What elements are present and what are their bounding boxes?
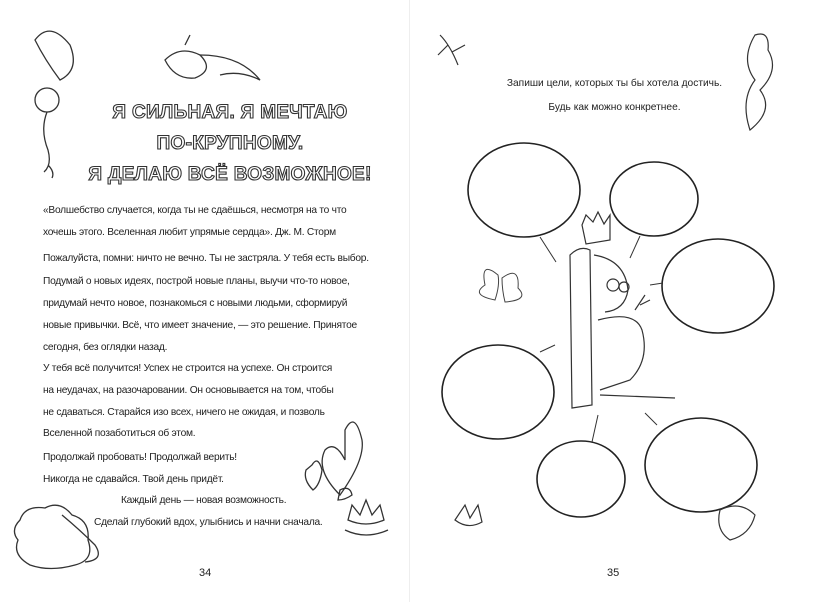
butterfly-illustration [479, 269, 522, 302]
goal-bubble [442, 345, 554, 439]
page-title [55, 97, 405, 190]
closing-line: Каждый день — новая возможность. [121, 495, 287, 506]
paragraph-line: Продолжай пробовать! Продолжай верить! [43, 452, 237, 463]
right-page [410, 0, 819, 602]
title-line: Я СИЛЬНАЯ. Я МЕЧТАЮ [112, 102, 348, 123]
paragraph-line: Никогда не сдавайся. Твой день придёт. [43, 474, 224, 485]
paragraph-line: сегодня, без оглядки назад. [43, 342, 168, 353]
paragraph-line: Пожалуйста, помни: ничто не вечно. Ты не застряла. У тебя есть выбор. [43, 253, 369, 264]
quote-line: «Волшебство случается, когда ты не сдаёшься, несмотря на то что [43, 205, 347, 216]
connector-lines [540, 236, 663, 442]
page-number: 35 [607, 567, 620, 579]
goal-bubble [645, 418, 757, 512]
princess-illustration [570, 212, 675, 408]
closing-line: Сделай глубокий вдох, улыбнись и начни сначала. [94, 517, 323, 528]
title-line: ПО-КРУПНОМУ. [156, 133, 304, 154]
instruction-line: Будь как можно конкретнее. [548, 102, 681, 113]
hearts-illustration [305, 422, 362, 500]
paragraph-line: на неудачах, на разочаровании. Он основывается на том, чтобы [43, 385, 334, 396]
crown-illustration [345, 500, 388, 535]
paragraph-line: не сдаваться. Старайся изо всех, ничего не ожидая, и позволь [43, 407, 325, 418]
book-gutter [409, 0, 410, 602]
paragraph-line: У тебя всё получится! Успех не строится на успехе. Он строится [43, 363, 333, 374]
goal-bubble [662, 239, 774, 333]
paragraph-line: новые привычки. Всё, что имеет значение, — это решение. Принятое [43, 320, 357, 331]
unicorn-illustration [165, 35, 260, 80]
goal-bubble [537, 441, 625, 517]
instruction-line: Запиши цели, которых ты бы хотела достичь. [506, 78, 723, 89]
goal-bubbles-diagram [410, 0, 819, 602]
paragraph-line: Вселенной позаботиться об этом. [43, 428, 196, 439]
page-number: 34 [199, 567, 212, 579]
paragraph-line: Подумай о новых идеях, построй новые планы, выучи что-то новое, [43, 276, 350, 287]
lamb-illustration [14, 505, 98, 568]
title-line: Я ДЕЛАЮ ВСЁ ВОЗМОЖНОЕ! [88, 164, 372, 185]
goal-bubble [610, 162, 698, 236]
goal-bubble [468, 143, 580, 237]
quote-line: хочешь этого. Вселенная любит упрямые сердца». Дж. М. Сторм [43, 227, 336, 238]
paragraph-line: придумай нечто новое, познакомься с новыми людьми, сформируй [43, 298, 348, 309]
